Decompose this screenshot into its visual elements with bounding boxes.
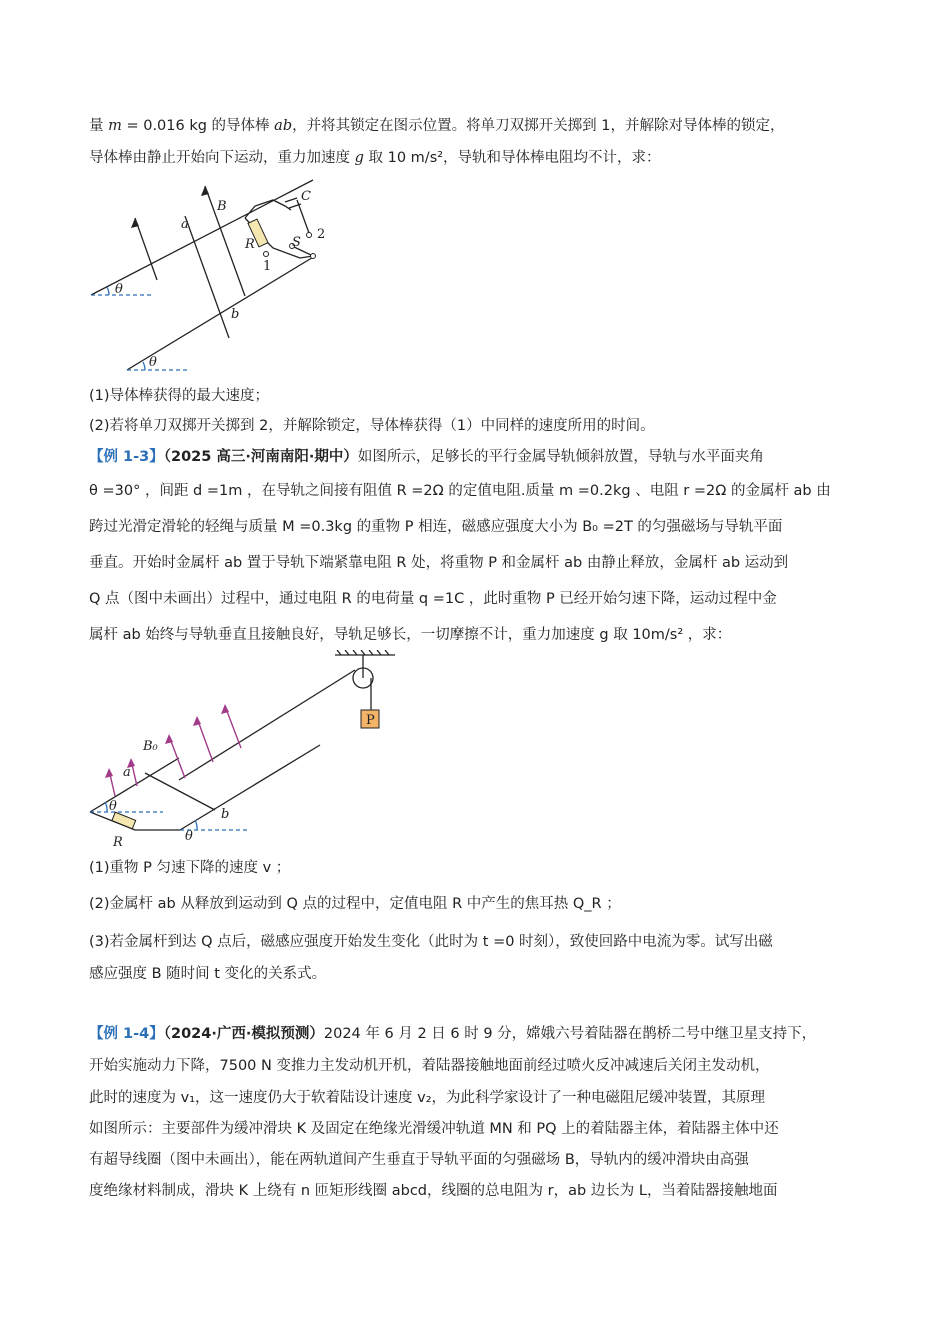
example-1-3-line-4: 垂直。开始时金属杆 ab 置于导轨下端紧靠电阻 R 处，将重物 P 和金属杆 ab 由静止释放，金属杆 ab 运动到 xyxy=(89,555,789,571)
symbol-m: m xyxy=(108,118,122,134)
symbol-ab: ab xyxy=(274,118,293,134)
example-1-3-question-1: (1)重物 P 匀速下降的速度 v ； xyxy=(89,860,291,876)
label-theta: θ xyxy=(149,355,157,370)
text: = 0.016 kg 的导体棒 xyxy=(121,118,275,134)
example-1-3-question-3a: (3)若金属杆到达 Q 点后，磁感应强度开始发生变化（此时为 t =0 时刻），致使回路中电流为零。试写出磁 xyxy=(89,934,773,950)
label-theta: θ xyxy=(115,282,123,297)
switch-pivot xyxy=(311,254,316,259)
example-1-3-question-3b: 感应强度 B 随时间 t 变化的关系式。 xyxy=(89,966,327,982)
problem-line-2 xyxy=(89,148,661,168)
example-1-3-line-6: 属杆 ab 始终与导轨垂直且接触良好，导轨足够长，一切摩擦不计，重力加速度 g 取 10m/s² ，求： xyxy=(89,627,732,643)
example-1-4-line-6: 度绝缘材料制成，滑块 K 上绕有 n 匝矩形线圈 abcd，线圈的总电阻为 r，ab 边长为 L，当着陆器接触地面 xyxy=(89,1183,778,1199)
example-1-3-line-3: 跨过光滑定滑轮的轻绳与质量 M =0.3kg 的重物 P 相连，磁感应强度大小为 B₀ =2T 的匀强磁场与导轨平面 xyxy=(89,519,783,535)
label-theta: θ xyxy=(185,829,193,844)
example-1-4-line-2: 开始实施动力下降，7500 N 变推力主发动机开机，着陆器接触地面前经过喷火反冲减速后关闭主发动机， xyxy=(89,1058,770,1074)
rail-lower xyxy=(180,745,320,830)
text: 2024 年 6 月 2 日 6 时 9 分，嫦娥六号着陆器在鹊桥二号中继卫星支持下， xyxy=(323,1026,817,1042)
switch-contact xyxy=(264,252,269,257)
label-b: b xyxy=(221,807,230,822)
label-R: R xyxy=(113,835,123,850)
angle-arc xyxy=(143,362,145,370)
label-b: b xyxy=(231,307,240,322)
figure-inclined-rails-switch xyxy=(85,178,345,378)
example-1-3-line-2: θ =30° ，间距 d =1m ，在导轨之间接有阻值 R =2Ω 的定值电阻.质量 m =0.2kg 、电阻 r =2Ω 的金属杆 ab 由 xyxy=(89,483,831,499)
example-source: （2025 高三·河南南阳·期中） xyxy=(163,449,358,465)
label-P: P xyxy=(366,713,375,728)
example-1-4-line-4: 如图所示：主要部件为缓冲滑块 K 及固定在绝缘光滑缓冲轨道 MN 和 PQ 上的着陆器主体，着陆器主体中还 xyxy=(89,1121,779,1137)
label-S: S xyxy=(292,235,301,250)
label-R: R xyxy=(245,237,255,252)
label-B: B xyxy=(217,199,227,214)
rope xyxy=(179,670,355,780)
example-1-3-line-1 xyxy=(89,447,764,467)
resistor-R xyxy=(112,812,136,829)
text: 如图所示，足够长的平行金属导轨倾斜放置，导轨与水平面夹角 xyxy=(357,449,764,465)
symbol-g: g xyxy=(354,150,364,166)
text: 取 10 m/s²，导轨和导体棒电阻均不计，求： xyxy=(363,150,661,166)
example-1-4-line-5: 有超导线圈（图中未画出），能在两轨道间产生垂直于导轨平面的匀强磁场 B，导轨内的缓冲滑块由高强 xyxy=(89,1152,749,1168)
rod-ab xyxy=(145,773,215,810)
problem-line-1 xyxy=(89,116,784,136)
label-C: C xyxy=(301,189,311,204)
label-2: 2 xyxy=(317,227,326,242)
wire xyxy=(297,200,309,233)
field-arrow-icon xyxy=(105,768,113,778)
example-1-3-question-2: (2)金属杆 ab 从释放到运动到 Q 点的过程中，定值电阻 R 中产生的焦耳热 Q_R ； xyxy=(89,896,621,912)
angle-arc xyxy=(195,820,197,830)
figure-rails-pulley xyxy=(85,650,405,850)
angle-arc xyxy=(107,287,109,295)
label-B0: B₀ xyxy=(143,739,158,754)
capacitor-plate xyxy=(285,198,297,202)
example-1-3-line-5: Q 点（图中未画出）过程中，通过电阻 R 的电荷量 q =1C ，此时重物 P 已经开始匀速下降，运动过程中金 xyxy=(89,591,777,607)
question-1: (1)导体棒获得的最大速度； xyxy=(89,388,270,404)
label-theta: θ xyxy=(109,799,117,814)
label-a: a xyxy=(123,765,131,780)
switch-contact xyxy=(307,233,312,238)
example-source: （2024·广西·模拟预测） xyxy=(163,1026,324,1042)
angle-arc xyxy=(105,802,107,812)
example-1-4-line-1 xyxy=(89,1024,816,1044)
label-1: 1 xyxy=(263,259,272,274)
example-1-4-line-3: 此时的速度为 v₁，这一速度仍大于软着陆设计速度 v₂，为此科学家设计了一种电磁阻尼缓冲装置，其原理 xyxy=(89,1090,766,1106)
label-a: a xyxy=(181,217,189,232)
example-tag: 【例 1-3】 xyxy=(89,449,164,465)
text: ，并将其锁定在图示位置。将单刀双掷开关掷到 1，并解除对导体棒的锁定， xyxy=(292,118,785,134)
text: 量 xyxy=(89,118,109,134)
question-2: (2)若将单刀双掷开关掷到 2，并解除锁定，导体棒获得（1）中同样的速度所用的时间。 xyxy=(89,418,655,434)
example-tag: 【例 1-4】 xyxy=(89,1026,164,1042)
text: 导体棒由静止开始向下运动，重力加速度 xyxy=(89,150,355,166)
